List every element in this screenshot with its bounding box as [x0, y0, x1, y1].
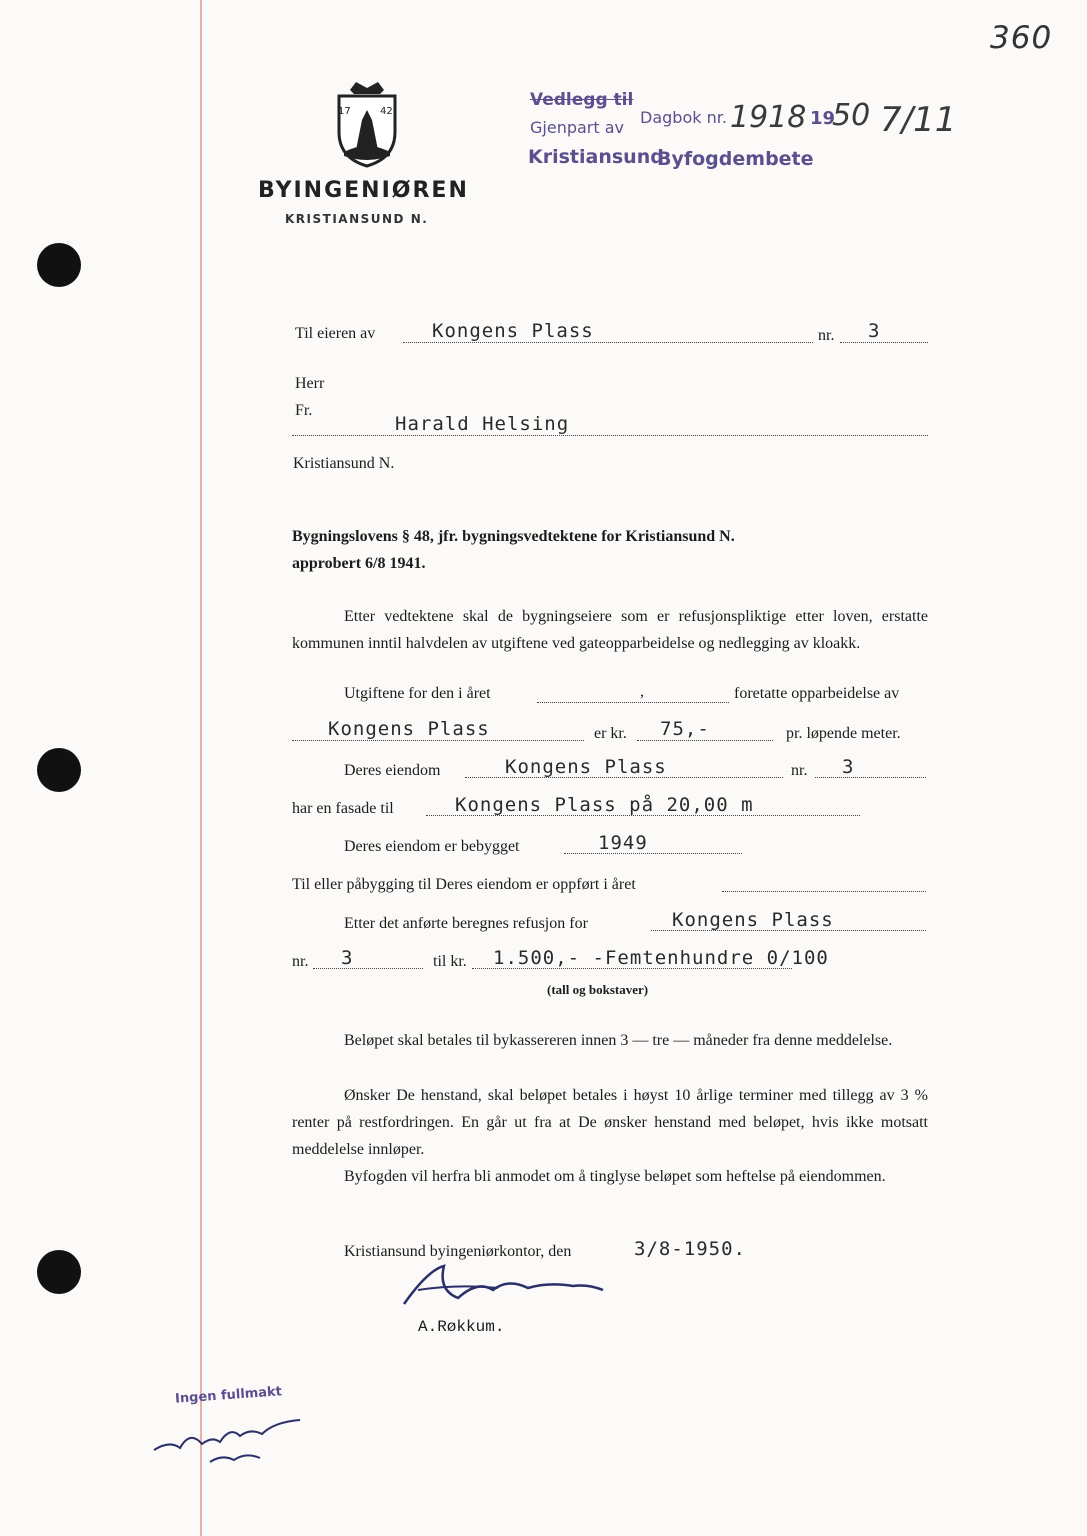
expense-year-separator: ,: [640, 683, 644, 700]
office-date: 3/8-1950.: [634, 1238, 746, 1260]
stamp-journal-label: Dagbok nr.: [640, 108, 727, 127]
rate-value: 75,-: [660, 718, 710, 740]
stamp-date: 7/11: [880, 100, 957, 140]
refund-value: Kongens Plass: [672, 909, 834, 931]
letterhead-title: BYINGENIØREN: [258, 178, 469, 203]
bottom-handwritten-initials: [150, 1400, 310, 1480]
amount-caption: (tall og bokstaver): [547, 982, 649, 997]
registration-paragraph: Byfogden vil herfra bli anmodet om å tinglyse beløpet som heftelse på eiendommen.: [344, 1168, 886, 1185]
punch-hole: [37, 1250, 81, 1294]
owner-property: Kongens Plass: [432, 320, 594, 342]
facade-label: har en fasade til: [292, 800, 394, 817]
expense-year-label: Utgiftene for den i året: [344, 685, 491, 702]
built-label: Deres eiendom er bebygget: [344, 838, 520, 855]
amount-value: 1.500,- -Femtenhundre 0/100: [493, 947, 829, 969]
crest-year-right: 42: [380, 106, 393, 117]
stamp-copy-label: Gjenpart av: [530, 118, 624, 137]
property-label: Deres eiendom: [344, 762, 441, 779]
refund-label: Etter det anførte beregnes refusjon for: [344, 915, 588, 932]
crest-year-left: 17: [338, 106, 351, 117]
punch-hole: [37, 243, 81, 287]
stamp-year-suffix: 50: [832, 98, 871, 133]
legal-heading-approval: approbert 6/8 1941.: [292, 555, 426, 572]
amount-label: til kr.: [433, 953, 467, 970]
margin-rule: [200, 0, 202, 1536]
signatory-name: A.Røkkum.: [418, 1318, 505, 1336]
property-nr-field: [815, 757, 926, 778]
salutation-herr: Herr: [295, 375, 325, 392]
owner-label: Til eieren av: [295, 325, 376, 342]
extension-field: [722, 871, 926, 892]
stamp-court-office: Byfogdembete: [657, 148, 814, 170]
per-meter-label: pr. løpende meter.: [786, 725, 901, 742]
stamp-journal-number: 1918: [730, 100, 807, 135]
stamp-year-prefix: 19: [810, 108, 836, 129]
property-nr-value: 3: [842, 756, 855, 778]
refund-nr-value: 3: [341, 947, 354, 969]
property-value: Kongens Plass: [505, 756, 667, 778]
recipient-field: [292, 415, 928, 436]
recipient-name: Harald Helsing: [395, 413, 570, 435]
punch-hole: [37, 748, 81, 792]
work-label: foretatte opparbeidelse av: [734, 685, 900, 702]
city-crest-icon: [336, 80, 398, 173]
salutation-fr: Fr.: [295, 402, 313, 419]
built-value: 1949: [598, 832, 648, 854]
stamp-attachment-label: Vedlegg til: [530, 90, 634, 110]
legal-heading: Bygningslovens § 48, jfr. bygningsvedtektene for Kristiansund N.: [292, 528, 735, 545]
office-date-label: Kristiansund byingeniørkontor, den: [344, 1243, 572, 1260]
owner-nr-field: [840, 322, 928, 343]
recipient-city: Kristiansund N.: [293, 455, 395, 472]
extension-label: Til eller påbygging til Deres eiendom er oppført i året: [292, 876, 636, 893]
owner-nr-label: nr.: [818, 327, 835, 344]
refund-nr-label: nr.: [292, 953, 309, 970]
rate-label: er kr.: [594, 725, 627, 742]
facade-value: Kongens Plass på 20,00 m: [455, 794, 754, 816]
deferral-paragraph: Ønsker De henstand, skal beløpet betales i høyst 10 årlige terminer med tillegg av 3 % renter på restfordringen. En går ut fra at De ønsker henstand med beløpet, hvis ikke motsatt meddelelse innløper.: [292, 1087, 928, 1158]
expense-year-field: [537, 682, 729, 703]
owner-nr-value: 3: [868, 320, 881, 342]
bottom-stamp: Ingen fullmakt: [174, 1384, 283, 1407]
signature-scribble: [398, 1260, 608, 1315]
page-number: 360: [990, 20, 1053, 56]
stamp-court-city: Kristiansund: [528, 146, 664, 168]
street-value: Kongens Plass: [328, 718, 490, 740]
refund-nr-field: [313, 948, 423, 969]
letterhead-subtitle: KRISTIANSUND N.: [285, 212, 429, 226]
payment-paragraph: Beløpet skal betales til bykassereren innen 3 — tre — måneder fra denne meddelelse.: [344, 1032, 893, 1049]
built-field: [564, 833, 742, 854]
intro-paragraph: Etter vedtektene skal de bygningseiere som er refusjonspliktige etter loven, erstatte kommunen inntil halvdelen av utgiftene ved gateopparbeidelse og nedlegging av kloakk.: [292, 608, 928, 652]
property-nr-label: nr.: [791, 762, 808, 779]
